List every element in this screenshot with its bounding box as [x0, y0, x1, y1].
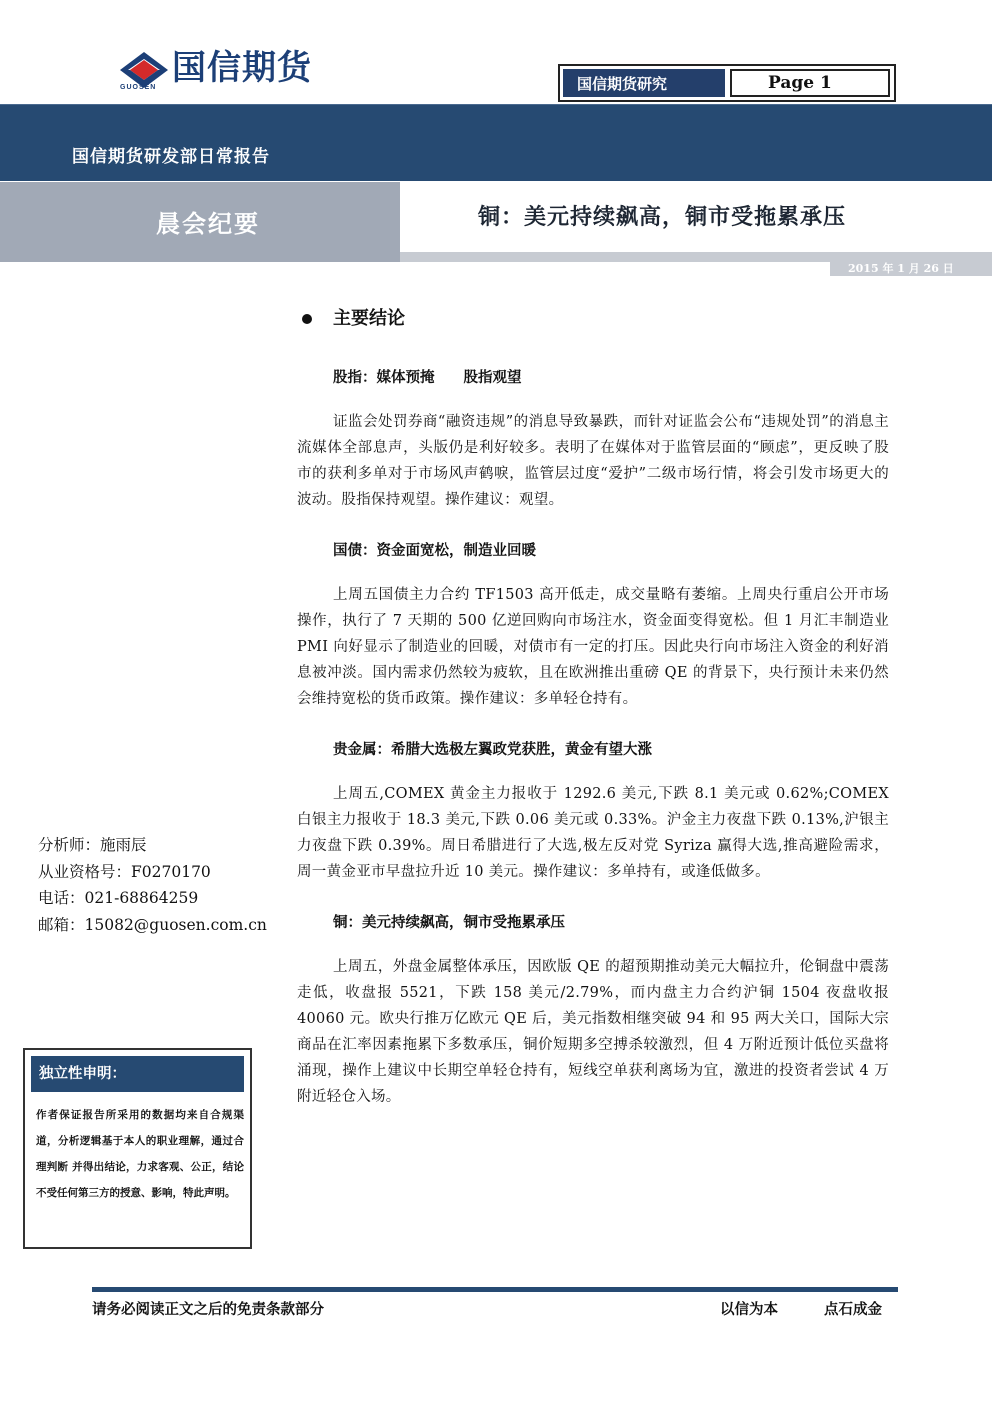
section-heading: 国债：资金面宽松，制造业回暖	[333, 542, 536, 559]
bullet-icon	[302, 314, 312, 324]
main-content	[297, 300, 889, 1110]
section-body: 证监会处罚券商“融资违规”的消息导致暴跌，而针对证监会公布“违规处罚”的消息主流媒体全部息声，头版仍是利好较多。表明了在媒体对于监管层面的“顾虑”，更反映了股市的获利多单对于市场风声鹤唳，监管层过度“爱护”二级市场行情，将会引发市场更大的波动。股指保持观望。操作建议：观望。	[297, 414, 889, 508]
research-label: 国信期货研究	[563, 69, 725, 97]
guosen-logo	[118, 46, 348, 96]
headline-box	[400, 182, 992, 252]
summary-heading	[297, 300, 889, 340]
date-bar	[830, 262, 992, 276]
logo-text: 国信期货	[172, 48, 312, 88]
section-label: 晨会纪要	[156, 209, 260, 238]
analyst-email: 邮箱：15082@guosen.com.cn	[38, 915, 267, 934]
statement-title: 独立性申明：	[31, 1056, 244, 1092]
report-headline: 铜：美元持续飙高，铜市受拖累承压	[478, 204, 847, 230]
section-body: 上周五国债主力合约 TF1503 高开低走，成交量略有萎缩。上周央行重启公开市场操作，执行了 7 天期的 500 亿逆回购向市场注水，资金面变得宽松。但 1 月汇丰制造业 PMI 向好显示了制造业的回暖，对债市有一定的打压。因此央行向市场注入资金的利好消息被冲淡。国内需求仍然较为疲软，且在欧洲推出重磅 QE 的背景下，央行预计未来仍然会维持宽松的货币政策。操作建议：多单轻仓持有。	[297, 587, 889, 707]
analyst-info	[38, 832, 267, 938]
report-date: 2015 年 1 月 26 日	[848, 262, 954, 275]
section-heading: 股指：媒体预掩 股指观望	[333, 369, 522, 386]
report-header-band	[0, 104, 992, 181]
footer-disclaimer-note: 请务必阅读正文之后的免责条款部分	[92, 1301, 324, 1318]
section-body: 上周五,COMEX 黄金主力报收于 1292.6 美元,下跌 8.1 美元或 0.62%;COMEX 白银主力报收于 18.3 美元,下跌 0.06 美元或 0.33%。沪金主力夜盘下跌 0.13%,沪银主力夜盘下跌 0.39%。周日希腊进行了大选,极左反对党 Syriza 赢得大选,推高避险需求，周一黄金亚市早盘拉升近 10 美元。操作建议：多单持有，或逢低做多。	[297, 786, 889, 880]
footer-divider	[92, 1287, 898, 1292]
analyst-name: 分析师：施雨辰	[38, 836, 147, 854]
statement-body: 作者保证报告所采用的数据均来自合规渠道，分析逻辑基于本人的职业理解，通过合理判断 并得出结论，力求客观、公正，结论不受任何第三方的授意、影响，特此声明。	[36, 1109, 244, 1199]
section-label-box	[0, 182, 400, 262]
guosen-logo-icon	[118, 48, 170, 88]
section-body: 上周五，外盘金属整体承压，因欧版 QE 的超预期推动美元大幅拉升，伦铜盘中震荡走低，收盘报 5521，下跌 158 美元/2.79%，而内盘主力合约沪铜 1504 夜盘收报 40060 元。欧央行推万亿欧元 QE 后，美元指数相继突破 94 和 95 两大关口，国际大宗商品在汇率因素拖累下多数承压，铜价短期多空搏杀较激烈，但 4 万附近预计低位买盘将涌现，操作上建议中长期空单轻仓持有，短线空单获利离场为宜，激进的投资者尝试 4 万附近轻仓入场。	[297, 959, 889, 1105]
report-series-title: 国信期货研发部日常报告	[72, 147, 270, 167]
logo-subtext: GUOSEN	[120, 84, 157, 91]
independence-statement	[23, 1048, 252, 1249]
section-heading: 铜：美元持续飙高，铜市受拖累承压	[333, 914, 565, 931]
footer-slogan-1: 以信为本	[720, 1301, 778, 1318]
summary-heading-text: 主要结论	[333, 308, 405, 329]
section-heading: 贵金属：希腊大选极左翼政党获胜，黄金有望大涨	[333, 741, 652, 758]
analyst-phone: 电话：021-68864259	[38, 889, 199, 907]
analyst-license: 从业资格号：F0270170	[38, 862, 211, 881]
page-indicator	[558, 64, 896, 102]
title-bar	[0, 182, 992, 262]
page-number: Page 1	[730, 69, 890, 97]
footer-slogan-2: 点石成金	[824, 1301, 882, 1318]
